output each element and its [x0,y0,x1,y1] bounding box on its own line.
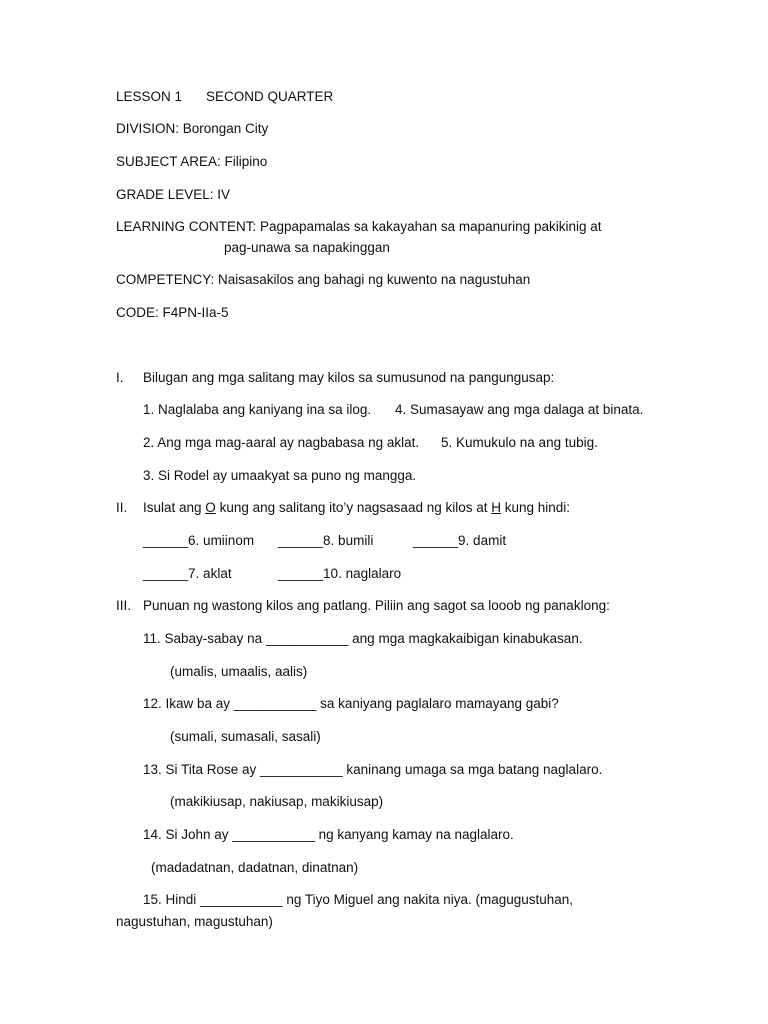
question-12: 12. Ikaw ba ay ___________ sa kaniyang paglalaro mamayang gabi? [143,696,559,711]
part2-item-8: ______8. bumili [278,533,374,548]
part1-item-5: 5. Kumukulo na ang tubig. [441,435,598,450]
part1-instruction: Bilugan ang mga salitang may kilos sa sumusunod na pangungusap: [143,370,555,385]
letter-o-underlined: O [205,500,216,515]
choices-11: (umalis, umaalis, aalis) [170,664,308,679]
part2-item-10: ______10. naglalaro [278,566,402,581]
question-15: 15. Hindi ___________ ng Tiyo Miguel ang nakita niya. (magugustuhan, [143,892,574,907]
question-14: 14. Si John ay ___________ ng kanyang kamay na naglalaro. [143,827,514,842]
subject-area-line: SUBJECT AREA: Filipino [116,154,268,169]
part2-item-7: ______7. aklat [143,566,232,581]
part2-numeral: II. [116,500,128,515]
choices-14: (madadatnan, dadatnan, dinatnan) [151,860,359,875]
part2-item-9: ______9. damit [413,533,507,548]
part3-numeral: III. [116,598,132,613]
part2-instruction-start: Isulat ang [143,500,206,515]
part2-instruction-middle: kung ang salitang ito’y nagsasaad ng kilos at [215,500,492,515]
part1-item-4: 4. Sumasayaw ang mga dalaga at binata. [395,402,644,417]
part1-item-3: 3. Si Rodel ay umaakyat sa puno ng mangga. [143,468,417,483]
competency-line: COMPETENCY: Naisasakilos ang bahagi ng kuwento na nagustuhan [116,272,531,287]
division-line: DIVISION: Borongan City [116,121,269,136]
part2-instruction [143,499,570,517]
part1-item-2: 2. Ang mga mag-aaral ay nagbabasa ng aklat. [143,435,420,450]
lesson-header [116,88,333,106]
code-line: CODE: F4PN-IIa-5 [116,305,229,320]
part3-instruction: Punuan ng wastong kilos ang patlang. Piliin ang sagot sa looob ng panaklong: [143,598,610,613]
question-13: 13. Si Tita Rose ay ___________ kaninang umaga sa mga batang naglalaro. [143,762,603,777]
grade-level-line: GRADE LEVEL: IV [116,187,231,202]
question-11: 11. Sabay-sabay na ___________ ang mga magkakaibigan kinabukasan. [143,631,583,646]
lesson-label: LESSON 1 [116,89,183,104]
part1-numeral: I. [116,370,124,385]
choices-13: (makikiusap, nakiusap, makikiusap) [170,794,384,809]
part2-item-6: ______6. umiinom [143,533,255,548]
part2-instruction-end: kung hindi: [501,500,571,515]
learning-content-line: LEARNING CONTENT: Pagpapamalas sa kakayahan sa mapanuring pakikinig at [116,219,602,234]
choices-12: (sumali, sumasali, sasali) [170,729,321,744]
part1-item-1: 1. Naglalaba ang kaniyang ina sa ilog. [143,402,372,417]
letter-h-underlined: H [491,500,501,515]
learning-content-continuation: pag-unawa sa napakinggan [224,240,390,255]
quarter-label: SECOND QUARTER [206,89,334,104]
choices-15-continuation: nagustuhan, magustuhan) [116,914,273,929]
